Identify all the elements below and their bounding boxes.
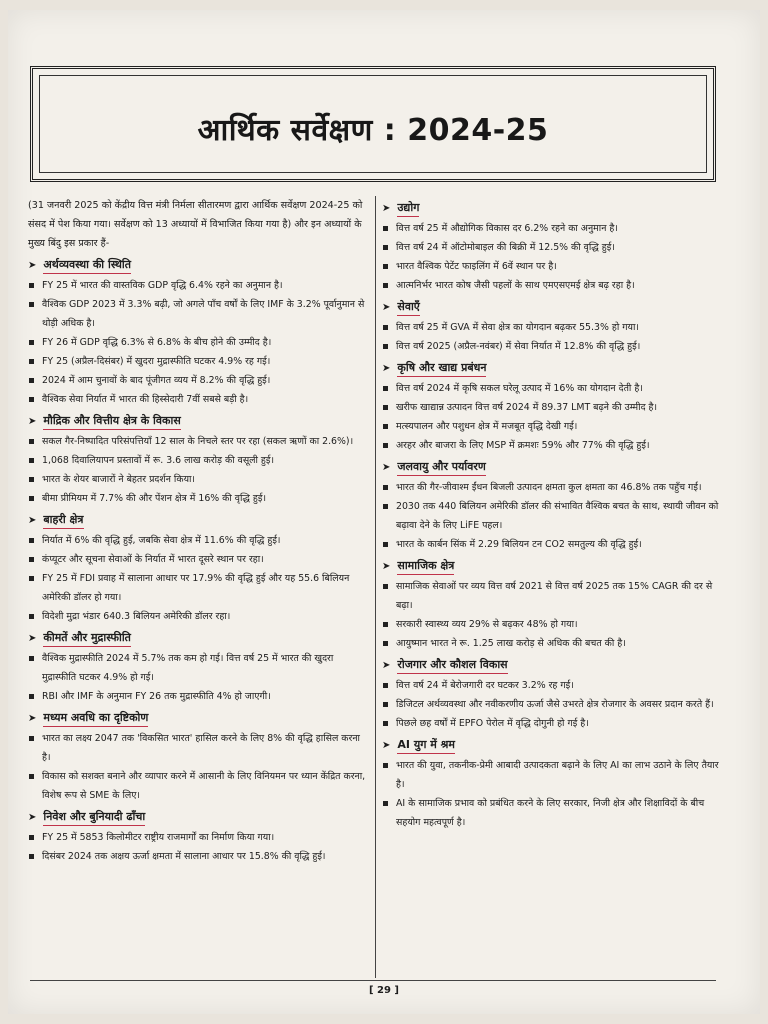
bullet-item: वित्त वर्ष 24 में बेरोजगारी दर घटकर 3.2% रह गई।: [382, 676, 722, 695]
section-heading: [28, 511, 366, 529]
arrow-icon: ➤: [382, 739, 391, 751]
bullet-item: FY 25 (अप्रैल-दिसंबर) में खुदरा मुद्रास्फीति घटकर 4.9% रह गई।: [28, 352, 366, 371]
column-divider: [375, 196, 376, 978]
section-heading: [382, 298, 722, 316]
bullet-item: खरीफ खाद्यान्न उत्पादन वित्त वर्ष 2024 में 89.37 LMT बढ़ने की उम्मीद है।: [382, 398, 722, 417]
bullet-item: FY 25 में FDI प्रवाह में सालाना आधार पर 17.9% की वृद्धि हुई और यह 55.6 बिलियन अमेरिकी डॉलर हो गया।: [28, 569, 366, 607]
section-heading: [28, 709, 366, 727]
bullet-list: [28, 276, 366, 409]
bullet-list: [382, 318, 722, 356]
arrow-icon: ➤: [28, 712, 37, 724]
document-page: [8, 10, 760, 1014]
section-heading-text: निवेश और बुनियादी ढाँचा: [43, 809, 145, 826]
section: [382, 736, 722, 832]
bullet-item: दिसंबर 2024 तक अक्षय ऊर्जा क्षमता में सालाना आधार पर 15.8% की वृद्धि हुई।: [28, 847, 366, 866]
arrow-icon: ➤: [382, 659, 391, 671]
section-heading: [28, 808, 366, 826]
section-heading-text: रोजगार और कौशल विकास: [397, 657, 507, 674]
bullet-item: सामाजिक सेवाओं पर व्यय वित्त वर्ष 2021 से वित्त वर्ष 2025 तक 15% CAGR की दर से बढ़ा।: [382, 577, 722, 615]
section-heading-text: बाहरी क्षेत्र: [43, 512, 83, 529]
bullet-item: वित्त वर्ष 2025 (अप्रैल-नवंबर) में सेवा निर्यात में 12.8% की वृद्धि हुई।: [382, 337, 722, 356]
bullet-list: [382, 478, 722, 554]
bullet-item: भारत के शेयर बाजारों ने बेहतर प्रदर्शन किया।: [28, 470, 366, 489]
bullet-item: 2030 तक 440 बिलियन अमेरिकी डॉलर की संभावित वैश्विक बचत के साथ, स्थायी जीवन को बढ़ावा देने के लिए LiFE पहल।: [382, 497, 722, 535]
section-heading-text: अर्थव्यवस्था की स्थिति: [43, 257, 131, 274]
bullet-item: विकास को सशक्त बनाने और व्यापार करने में आसानी के लिए विनियमन पर ध्यान केंद्रित करना, विशेष रूप से SME के लिए।: [28, 767, 366, 805]
bullet-item: भारत का लक्ष्य 2047 तक 'विकसित भारत' हासिल करने के लिए 8% की वृद्धि हासिल करना है।: [28, 729, 366, 767]
section-heading-text: AI युग में श्रम: [397, 737, 455, 754]
arrow-icon: ➤: [382, 461, 391, 473]
bullet-list: [28, 432, 366, 508]
section: [28, 629, 366, 706]
footer-rule: [30, 980, 716, 981]
title-box: [30, 66, 716, 182]
bullet-item: भारत वैश्विक पेटेंट फाइलिंग में 6वें स्थान पर है।: [382, 257, 722, 276]
arrow-icon: ➤: [382, 362, 391, 374]
section-heading: [382, 557, 722, 575]
section: [28, 511, 366, 626]
section: [382, 298, 722, 356]
bullet-item: RBI और IMF के अनुमान FY 26 तक मुद्रास्फीति 4% हो जाएगी।: [28, 687, 366, 706]
bullet-item: वित्त वर्ष 25 में GVA में सेवा क्षेत्र का योगदान बढ़कर 55.3% हो गया।: [382, 318, 722, 337]
bullet-item: वित्त वर्ष 24 में ऑटोमोबाइल की बिक्री में 12.5% की वृद्धि हुई।: [382, 238, 722, 257]
bullet-item: 2024 में आम चुनावों के बाद पूंजीगत व्यय में 8.2% की वृद्धि हुई।: [28, 371, 366, 390]
right-column: [382, 196, 722, 832]
section-heading-text: कीमतें और मुद्रास्फीति: [43, 630, 131, 647]
section-heading: [28, 412, 366, 430]
section-heading-text: कृषि और खाद्य प्रबंधन: [397, 360, 486, 377]
arrow-icon: ➤: [28, 632, 37, 644]
bullet-item: डिजिटल अर्थव्यवस्था और नवीकरणीय ऊर्जा जैसे उभरते क्षेत्र रोजगार के अवसर प्रदान करते हैं।: [382, 695, 722, 714]
section: [382, 656, 722, 733]
section: [382, 359, 722, 455]
section-heading: [28, 629, 366, 647]
bullet-list: [28, 729, 366, 805]
bullet-item: निर्यात में 6% की वृद्धि हुई, जबकि सेवा क्षेत्र में 11.6% की वृद्धि हुई।: [28, 531, 366, 550]
section: [382, 557, 722, 653]
section-heading: [382, 199, 722, 217]
bullet-item: आयुष्मान भारत ने रू. 1.25 लाख करोड़ से अधिक की बचत की है।: [382, 634, 722, 653]
bullet-list: [382, 756, 722, 832]
bullet-item: वित्त वर्ष 25 में औद्योगिक विकास दर 6.2% रहने का अनुमान है।: [382, 219, 722, 238]
bullet-list: [382, 577, 722, 653]
section: [28, 412, 366, 508]
bullet-item: FY 25 में 5853 किलोमीटर राष्ट्रीय राजमार्गों का निर्माण किया गया।: [28, 828, 366, 847]
bullet-item: भारत के कार्बन सिंक में 2.29 बिलियन टन CO2 समतुल्य की वृद्धि हुई।: [382, 535, 722, 554]
bullet-item: वैश्विक मुद्रास्फीति 2024 में 5.7% तक कम हो गई। वित्त वर्ष 25 में भारत की खुदरा मुद्रास्फीति घटकर 4.9% हो गई।: [28, 649, 366, 687]
section: [28, 808, 366, 866]
bullet-item: सरकारी स्वास्थ्य व्यय 29% से बढ़कर 48% हो गया।: [382, 615, 722, 634]
section-heading-text: जलवायु और पर्यावरण: [397, 459, 485, 476]
arrow-icon: ➤: [382, 202, 391, 214]
section-heading: [28, 256, 366, 274]
bullet-list: [28, 828, 366, 866]
bullet-item: वित्त वर्ष 2024 में कृषि सकल घरेलू उत्पाद में 16% का योगदान देती है।: [382, 379, 722, 398]
arrow-icon: ➤: [28, 259, 37, 271]
bullet-item: वैश्विक GDP 2023 में 3.3% बढ़ी, जो अगले पाँच वर्षों के लिए IMF के 3.2% पूर्वानुमान से थोड़ी अधिक है।: [28, 295, 366, 333]
bullet-item: विदेशी मुद्रा भंडार 640.3 बिलियन अमेरिकी डॉलर रहा।: [28, 607, 366, 626]
bullet-list: [382, 379, 722, 455]
section-heading: [382, 736, 722, 754]
arrow-icon: ➤: [28, 514, 37, 526]
bullet-item: AI के सामाजिक प्रभाव को प्रबंधित करने के लिए सरकार, निजी क्षेत्र और शिक्षाविदों के बीच सहयोग महत्वपूर्ण है।: [382, 794, 722, 832]
section-heading-text: सामाजिक क्षेत्र: [397, 558, 454, 575]
page-number: [ 29 ]: [368, 985, 400, 996]
bullet-list: [382, 219, 722, 295]
bullet-item: पिछले छह वर्षों में EPFO पेरोल में वृद्धि दोगुनी हो गई है।: [382, 714, 722, 733]
page-title: आर्थिक सर्वेक्षण : 2024-25: [197, 112, 549, 148]
arrow-icon: ➤: [382, 560, 391, 572]
bullet-item: कंप्यूटर और सूचना सेवाओं के निर्यात में भारत दूसरे स्थान पर रहा।: [28, 550, 366, 569]
section-heading: [382, 359, 722, 377]
bullet-list: [382, 676, 722, 733]
bullet-item: बीमा प्रीमियम में 7.7% की और पेंशन क्षेत्र में 16% की वृद्धि हुई।: [28, 489, 366, 508]
bullet-item: 1,068 दिवालियापन प्रस्तावों में रू. 3.6 लाख करोड़ की वसूली हुई।: [28, 451, 366, 470]
bullet-item: अरहर और बाजरा के लिए MSP में क्रमशः 59% और 77% की वृद्धि हुई।: [382, 436, 722, 455]
section-heading: [382, 656, 722, 674]
section: [382, 458, 722, 554]
section-heading-text: सेवाएँ: [397, 299, 419, 316]
section-heading-text: उद्योग: [397, 200, 419, 217]
section-heading-text: मध्यम अवधि का दृष्टिकोण: [43, 710, 148, 727]
left-column: [28, 196, 366, 866]
bullet-item: FY 26 में GDP वृद्धि 6.3% से 6.8% के बीच होने की उम्मीद है।: [28, 333, 366, 352]
arrow-icon: ➤: [28, 415, 37, 427]
bullet-list: [28, 531, 366, 626]
bullet-item: आत्मनिर्भर भारत कोष जैसी पहलों के साथ एमएसएमई क्षेत्र बढ़ रहा है।: [382, 276, 722, 295]
section: [28, 709, 366, 805]
bullet-item: सकल गैर-निष्पादित परिसंपत्तियाँ 12 साल के निचले स्तर पर रहा (सकल ऋणों का 2.6%)।: [28, 432, 366, 451]
bullet-item: भारत की युवा, तकनीक-प्रेमी आबादी उत्पादकता बढ़ाने के लिए AI का लाभ उठाने के लिए तैयार है।: [382, 756, 722, 794]
bullet-item: भारत की गैर-जीवाश्म ईंधन बिजली उत्पादन क्षमता कुल क्षमता का 46.8% तक पहुँच गई।: [382, 478, 722, 497]
section-heading: [382, 458, 722, 476]
arrow-icon: ➤: [382, 301, 391, 313]
intro-paragraph: (31 जनवरी 2025 को केंद्रीय वित्त मंत्री निर्मला सीतारमण द्वारा आर्थिक सर्वेक्षण 2024-25 को संसद में पेश किया गया। सर्वेक्षण को 13 अध्यायों में विभाजित किया गया है) और इन अध्यायों के मुख्य बिंदु इस प्रकार हैं-: [28, 200, 363, 249]
arrow-icon: ➤: [28, 811, 37, 823]
bullet-list: [28, 649, 366, 706]
bullet-item: मत्स्यपालन और पशुधन क्षेत्र में मजबूत वृद्धि देखी गई।: [382, 417, 722, 436]
bullet-item: वैश्विक सेवा निर्यात में भारत की हिस्सेदारी 7वीं सबसे बड़ी है।: [28, 390, 366, 409]
section-heading-text: मौद्रिक और वित्तीय क्षेत्र के विकास: [43, 413, 180, 430]
section: [28, 256, 366, 409]
section: [382, 199, 722, 295]
bullet-item: FY 25 में भारत की वास्तविक GDP वृद्धि 6.4% रहने का अनुमान है।: [28, 276, 366, 295]
